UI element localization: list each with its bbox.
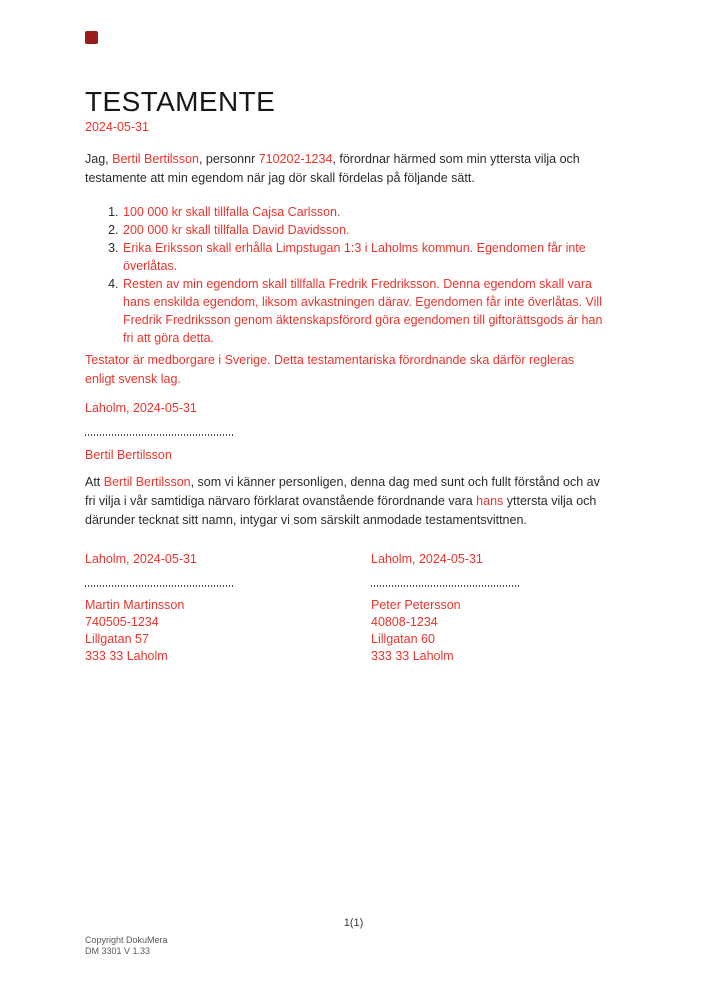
witness2-personnr: 40808-1234 [371, 615, 438, 629]
intro-paragraph [85, 150, 607, 188]
witness-clause-paragraph [85, 473, 607, 530]
copyright-block [85, 935, 168, 957]
witness2-name: Peter Petersson [371, 598, 461, 612]
document-date: 2024-05-31 [85, 120, 149, 134]
witness1-place-date: Laholm, 2024-05-31 [85, 552, 197, 566]
witness2-city: 333 33 Laholm [371, 649, 454, 663]
intro-text-1: Jag, [85, 152, 113, 166]
witness2-details [371, 597, 607, 665]
bequest-item-3: 3. Erika Eriksson skall erhålla Limpstugan 1:3 i Laholms kommun. Egendomen får inte överlåtas. [122, 239, 607, 275]
document-content [85, 86, 607, 665]
witness1-name: Martin Martinsson [85, 598, 185, 612]
witness1-street: Lillgatan 57 [85, 632, 149, 646]
witness-text-3: yttersta vilja och därunder tecknat sitt namn, intygar vi som särskilt anmodade testamentsvittnen. [85, 494, 597, 527]
witness-text-2: , som vi känner personligen, denna dag med sunt och fullt förstånd och av fri vilja i vår samtidiga närvaro förklarat ovanstående förordnande vara [85, 475, 600, 508]
bequest-item-1: 1. 100 000 kr skall tillfalla Cajsa Carlsson. [122, 203, 607, 221]
bequest-item-4: 4. Resten av min egendom skall tillfalla Fredrik Fredriksson. Denna egendom skall vara hans enskilda egendom, liksom avkastningen därav. Egendomen får inte överlåtas. Vill Fredrik Fredriksson genom äktenskapsförord göra egendomen till giftorättsgods är han fri att göra detta. [122, 275, 607, 347]
witness1-signature-line [85, 585, 233, 587]
red-square-marker [85, 31, 98, 44]
copyright-line-1: Copyright DokuMera [85, 935, 168, 945]
witness-text-1: Att [85, 475, 104, 489]
testator-signature-name: Bertil Bertilsson [85, 448, 172, 462]
law-clause: Testator är medborgare i Sverige. Detta testamentariska förordnande ska därför regleras enligt svensk lag. [85, 353, 575, 386]
testator-place-date: Laholm, 2024-05-31 [85, 401, 197, 415]
witness-columns [85, 540, 607, 665]
document-title: TESTAMENTE [85, 86, 276, 117]
witness-block-2 [371, 540, 607, 665]
witness1-details [85, 597, 371, 665]
bequest-list [85, 203, 607, 347]
page-number: 1(1) [343, 917, 364, 929]
intro-text-3: , förordnar härmed som min yttersta vilja och testamente att min egendom när jag dör skall fördelas på följande sätt. [85, 152, 580, 185]
witness-pronoun-inline: hans [476, 494, 504, 508]
intro-text-2: , personnr [198, 152, 259, 166]
witness2-place-date: Laholm, 2024-05-31 [371, 552, 483, 566]
witness2-signature-line [371, 585, 519, 587]
testator-signature-line [85, 434, 233, 436]
witness2-street: Lillgatan 60 [371, 632, 435, 646]
bequest-item-2: 2. 200 000 kr skall tillfalla David Davidsson. [122, 221, 607, 239]
witness1-personnr: 740505-1234 [85, 615, 159, 629]
testator-personnr-inline: 710202-1234 [258, 152, 333, 166]
witness-testator-name-inline: Bertil Bertilsson [103, 475, 191, 489]
testator-name-inline: Bertil Bertilsson [112, 152, 199, 166]
witness1-city: 333 33 Laholm [85, 649, 168, 663]
witness-block-1 [85, 540, 371, 665]
copyright-line-2: DM 3301 V 1.33 [85, 946, 151, 956]
